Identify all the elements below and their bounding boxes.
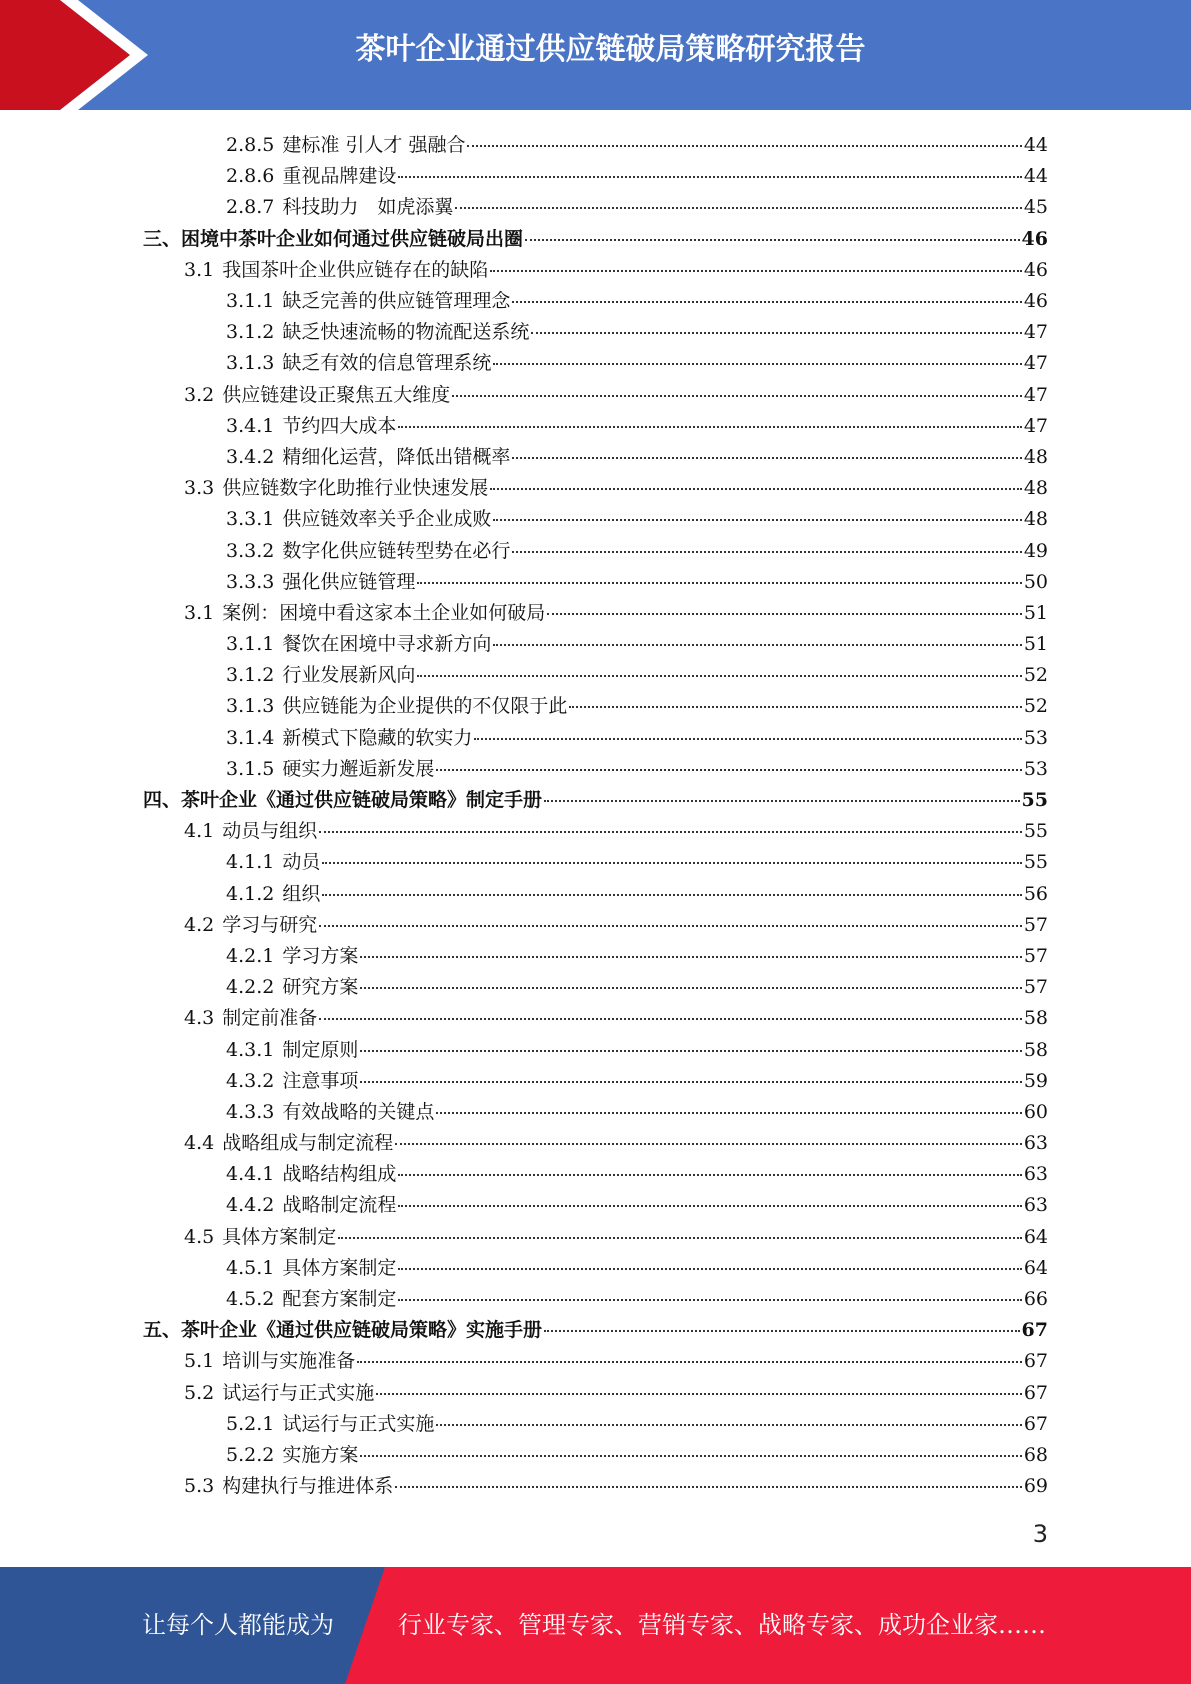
toc-entry-page: 50 [1023, 570, 1048, 593]
toc-entry-label: 培训与实施准备 [222, 1350, 356, 1373]
toc-entry[interactable] [0, 1313, 1191, 1344]
toc-entry-label: 战略结构组成 [282, 1163, 397, 1186]
toc-entry-number: 4.3.2 [226, 1069, 275, 1092]
toc-entry-title [226, 317, 529, 344]
toc-entry-label: 组织 [282, 882, 321, 905]
toc-entry-label: 试运行与正式实施 [222, 1381, 375, 1404]
toc-dot-leader [452, 395, 1022, 397]
toc-entry-title [226, 1066, 358, 1093]
toc-entry[interactable] [0, 440, 1191, 471]
toc-entry-label: 案例：困境中看这家本土企业如何破局 [222, 601, 546, 624]
toc-dot-leader [360, 1455, 1021, 1457]
toc-entry[interactable] [0, 253, 1191, 284]
toc-dot-leader [544, 1330, 1020, 1332]
toc-entry-number: 2.8.7 [226, 196, 275, 219]
toc-entry-page: 64 [1023, 1225, 1048, 1248]
toc-entry-page: 46 [1023, 258, 1048, 281]
toc-entry-label: 战略组成与制定流程 [222, 1132, 394, 1155]
toc-entry-title [184, 1378, 374, 1405]
toc-entry-page: 64 [1023, 1256, 1048, 1279]
toc-entry-number: 4.4.1 [226, 1163, 275, 1186]
toc-entry-label: 新模式下隐藏的软实力 [282, 726, 473, 749]
toc-entry-number: 4.2.1 [226, 944, 275, 967]
toc-entry-page: 51 [1023, 601, 1048, 624]
toc-entry-label: 供应链效率关乎企业成败 [282, 508, 492, 531]
toc-dot-leader [512, 551, 1021, 553]
toc-dot-leader [467, 145, 1021, 147]
toc-dot-leader [398, 176, 1021, 178]
toc-entry-label: 制定原则 [282, 1038, 359, 1061]
toc-entry-title [226, 442, 510, 469]
toc-entry-label: 动员与组织 [222, 820, 318, 843]
toc-entry-number: 4.3.1 [226, 1038, 275, 1061]
toc-entry[interactable] [0, 1064, 1191, 1095]
toc-entry-page: 57 [1023, 944, 1048, 967]
toc-entry-title [226, 1284, 396, 1311]
toc-entry[interactable] [0, 814, 1191, 845]
toc-entry-label: 供应链数字化助推行业快速发展 [222, 477, 489, 500]
toc-dot-leader [319, 925, 1022, 927]
toc-entry-label: 注意事项 [282, 1069, 359, 1092]
toc-dot-leader [357, 1361, 1022, 1363]
toc-entry-page: 57 [1023, 913, 1048, 936]
toc-entry-number: 3.1.5 [226, 757, 275, 780]
toc-entry-page: 63 [1023, 1163, 1048, 1186]
table-of-contents [0, 128, 1191, 1500]
toc-entry-number: 3.1 [184, 258, 215, 281]
toc-entry-label: 缺乏完善的供应链管理理念 [282, 290, 511, 313]
toc-entry[interactable] [0, 845, 1191, 876]
toc-entry-page: 59 [1023, 1069, 1048, 1092]
toc-entry-title [226, 130, 465, 157]
toc-dot-leader [436, 1424, 1021, 1426]
toc-entry-title [184, 910, 317, 937]
toc-dot-leader [417, 582, 1021, 584]
toc-entry-page: 45 [1023, 196, 1048, 219]
toc-entry-page: 60 [1023, 1100, 1048, 1123]
toc-dot-leader [547, 613, 1022, 615]
toc-entry[interactable] [0, 721, 1191, 752]
toc-entry-page: 46 [1021, 227, 1048, 250]
toc-entry-title [226, 941, 358, 968]
toc-entry-label: 建标准 引人才 强融合 [282, 134, 466, 157]
toc-entry-label: 五、茶叶企业《通过供应链破局策略》实施手册 [143, 1319, 543, 1342]
toc-entry-label: 战略制定流程 [282, 1194, 397, 1217]
toc-entry-page: 55 [1023, 820, 1048, 843]
toc-entry[interactable] [0, 565, 1191, 596]
toc-dot-leader [569, 706, 1021, 708]
toc-entry[interactable] [0, 1095, 1191, 1126]
toc-entry-label: 缺乏快速流畅的物流配送系统 [282, 321, 530, 344]
toc-entry-title [226, 847, 320, 874]
toc-entry-label: 学习与研究 [222, 913, 318, 936]
toc-entry-page: 46 [1023, 290, 1048, 313]
toc-entry-title [226, 691, 567, 718]
toc-entry-number: 3.1.2 [226, 321, 275, 344]
toc-entry-title [226, 567, 415, 594]
toc-entry-number: 4.3.3 [226, 1100, 275, 1123]
toc-dot-leader [360, 987, 1021, 989]
toc-dot-leader [525, 239, 1020, 241]
toc-entry-page: 66 [1023, 1288, 1048, 1311]
toc-entry-label: 供应链能为企业提供的不仅限于此 [282, 695, 568, 718]
page-footer [0, 1567, 1191, 1684]
toc-entry[interactable] [0, 1282, 1191, 1313]
toc-entry-title [226, 754, 434, 781]
toc-entry[interactable] [0, 1126, 1191, 1157]
toc-dot-leader [319, 831, 1022, 833]
toc-entry-title [184, 816, 317, 843]
toc-dot-leader [493, 519, 1021, 521]
toc-entry-label: 构建执行与推进体系 [222, 1475, 394, 1498]
toc-entry-label: 四、茶叶企业《通过供应链破局策略》制定手册 [143, 789, 543, 812]
toc-entry-number: 3.1.4 [226, 726, 275, 749]
toc-entry-number: 2.8.5 [226, 134, 275, 157]
toc-entry-title [226, 1097, 434, 1124]
toc-entry-number: 3.1.1 [226, 290, 275, 313]
toc-entry-number: 4.5.1 [226, 1256, 275, 1279]
toc-entry-label: 餐饮在困境中寻求新方向 [282, 633, 492, 656]
toc-entry-title [226, 879, 320, 906]
toc-entry-title [226, 1190, 396, 1217]
toc-entry[interactable] [0, 1220, 1191, 1251]
toc-entry-number: 3.2 [184, 383, 215, 406]
toc-entry-number: 3.3.1 [226, 508, 275, 531]
footer-slogan-right: 行业专家、管理专家、营销专家、战略专家、成功企业家…… [398, 1611, 1046, 1639]
toc-dot-leader [322, 894, 1021, 896]
toc-entry-label: 配套方案制定 [282, 1288, 397, 1311]
toc-dot-leader [493, 644, 1021, 646]
toc-entry-number: 4.1.1 [226, 851, 275, 874]
toc-dot-leader [360, 1050, 1021, 1052]
toc-entry-label: 缺乏有效的信息管理系统 [282, 352, 492, 375]
toc-dot-leader [398, 1205, 1021, 1207]
toc-entry-label: 硬实力邂逅新发展 [282, 757, 435, 780]
toc-dot-leader [417, 675, 1021, 677]
toc-entry-title [226, 723, 472, 750]
toc-dot-leader [490, 270, 1022, 272]
toc-entry-title [184, 1471, 393, 1498]
toc-dot-leader [544, 800, 1020, 802]
toc-dot-leader [531, 332, 1021, 334]
report-title: 茶叶企业通过供应链破局策略研究报告 [355, 32, 866, 67]
toc-entry[interactable] [0, 1344, 1191, 1375]
toc-entry-label: 有效战略的关键点 [282, 1100, 435, 1123]
toc-dot-leader [395, 1143, 1022, 1145]
toc-entry[interactable] [0, 752, 1191, 783]
toc-dot-leader [322, 862, 1021, 864]
toc-entry-page: 53 [1023, 726, 1048, 749]
footer-slogan-left: 让每个人都能成为 [142, 1611, 334, 1639]
toc-dot-leader [360, 1081, 1021, 1083]
toc-entry[interactable] [0, 970, 1191, 1001]
toc-entry-page: 47 [1023, 352, 1048, 375]
toc-entry-page: 63 [1023, 1132, 1048, 1155]
toc-entry-title [226, 1159, 396, 1186]
toc-dot-leader [319, 1018, 1022, 1020]
toc-dot-leader [455, 207, 1021, 209]
toc-entry-number: 4.5.2 [226, 1288, 275, 1311]
toc-entry-page: 55 [1023, 851, 1048, 874]
toc-entry-title [184, 473, 488, 500]
toc-entry-number: 5.2 [184, 1381, 215, 1404]
toc-entry-page: 67 [1023, 1350, 1048, 1373]
toc-dot-leader [512, 301, 1021, 303]
toc-dot-leader [360, 956, 1021, 958]
toc-entry-label: 试运行与正式实施 [282, 1412, 435, 1435]
toc-entry-title [184, 598, 545, 625]
toc-dot-leader [398, 426, 1021, 428]
toc-entry-number: 5.2.1 [226, 1412, 275, 1435]
toc-entry-label: 三、困境中茶叶企业如何通过供应链破局出圈 [143, 227, 524, 250]
toc-entry-page: 52 [1023, 695, 1048, 718]
toc-entry-page: 48 [1023, 445, 1048, 468]
toc-entry[interactable] [0, 346, 1191, 377]
toc-dot-leader [398, 1174, 1021, 1176]
toc-entry[interactable] [0, 908, 1191, 939]
toc-entry-label: 强化供应链管理 [282, 570, 416, 593]
toc-entry-title [184, 380, 450, 407]
toc-entry-number: 4.1.2 [226, 882, 275, 905]
toc-entry-title [226, 192, 453, 219]
toc-entry-label: 实施方案 [282, 1443, 359, 1466]
toc-entry[interactable] [0, 128, 1191, 159]
toc-entry-title [184, 1346, 355, 1373]
toc-dot-leader [398, 1268, 1021, 1270]
toc-entry-number: 3.1.3 [226, 352, 275, 375]
toc-entry-title [184, 1222, 336, 1249]
toc-entry-title [143, 224, 523, 251]
toc-entry[interactable] [0, 658, 1191, 689]
toc-entry-label: 行业发展新风向 [282, 664, 416, 687]
page-header [0, 0, 1191, 110]
toc-entry-label: 节约四大成本 [282, 414, 397, 437]
toc-entry-number: 3.3.2 [226, 539, 275, 562]
toc-entry[interactable] [0, 159, 1191, 190]
toc-entry-page: 67 [1023, 1381, 1048, 1404]
toc-entry-page: 47 [1023, 383, 1048, 406]
toc-entry-number: 3.4.2 [226, 445, 275, 468]
toc-entry[interactable] [0, 689, 1191, 720]
toc-entry-page: 67 [1021, 1319, 1048, 1342]
toc-entry-title [226, 1253, 396, 1280]
toc-entry-title [226, 161, 396, 188]
toc-entry-title [226, 972, 358, 999]
toc-dot-leader [436, 1112, 1021, 1114]
toc-entry-page: 67 [1023, 1412, 1048, 1435]
toc-entry-page: 57 [1023, 976, 1048, 999]
toc-entry-title [226, 286, 510, 313]
toc-entry-label: 我国茶叶企业供应链存在的缺陷 [222, 258, 489, 281]
toc-entry[interactable] [0, 1469, 1191, 1500]
toc-dot-leader [490, 488, 1022, 490]
toc-entry[interactable] [0, 1032, 1191, 1063]
toc-entry-title [143, 785, 542, 812]
toc-entry-label: 具体方案制定 [282, 1256, 397, 1279]
toc-entry-number: 4.3 [184, 1007, 215, 1030]
toc-entry[interactable] [0, 409, 1191, 440]
toc-entry-number: 3.1.1 [226, 633, 275, 656]
toc-entry-number: 3.3 [184, 477, 215, 500]
toc-entry[interactable] [0, 1438, 1191, 1469]
toc-dot-leader [376, 1393, 1022, 1395]
toc-entry-number: 3.1.3 [226, 695, 275, 718]
toc-entry-number: 4.4 [184, 1132, 215, 1155]
toc-entry[interactable] [0, 783, 1191, 814]
toc-entry-page: 47 [1023, 321, 1048, 344]
toc-entry-page: 53 [1023, 757, 1048, 780]
toc-entry-label: 动员 [282, 851, 321, 874]
toc-entry-number: 3.3.3 [226, 570, 275, 593]
toc-entry[interactable] [0, 190, 1191, 221]
toc-entry-number: 5.3 [184, 1475, 215, 1498]
toc-entry[interactable] [0, 627, 1191, 658]
toc-entry-label: 研究方案 [282, 976, 359, 999]
toc-entry-page: 58 [1023, 1007, 1048, 1030]
toc-entry-title [226, 348, 491, 375]
toc-entry-page: 63 [1023, 1194, 1048, 1217]
toc-dot-leader [512, 457, 1021, 459]
toc-entry-number: 2.8.6 [226, 165, 275, 188]
toc-entry[interactable] [0, 1188, 1191, 1219]
toc-entry-page: 58 [1023, 1038, 1048, 1061]
toc-entry-label: 制定前准备 [222, 1007, 318, 1030]
toc-entry-page: 44 [1023, 165, 1048, 188]
toc-entry[interactable] [0, 284, 1191, 315]
toc-entry-title [226, 504, 491, 531]
toc-entry-label: 科技助力 如虎添翼 [282, 196, 454, 219]
toc-entry-title [184, 1003, 317, 1030]
toc-dot-leader [493, 363, 1021, 365]
toc-entry-title [143, 1315, 542, 1342]
toc-entry-label: 供应链建设正聚焦五大维度 [222, 383, 451, 406]
toc-dot-leader [474, 738, 1021, 740]
toc-entry-label: 学习方案 [282, 944, 359, 967]
toc-entry-number: 3.4.1 [226, 414, 275, 437]
toc-entry-page: 68 [1023, 1443, 1048, 1466]
toc-entry-number: 3.1 [184, 601, 215, 624]
toc-entry-number: 4.5 [184, 1225, 215, 1248]
toc-entry[interactable] [0, 1157, 1191, 1188]
toc-entry-title [226, 1035, 358, 1062]
toc-entry-page: 52 [1023, 664, 1048, 687]
toc-entry-title [226, 1409, 434, 1436]
toc-entry-page: 44 [1023, 134, 1048, 157]
toc-entry-title [226, 629, 491, 656]
toc-entry-page: 48 [1023, 477, 1048, 500]
toc-entry-page: 47 [1023, 414, 1048, 437]
toc-entry[interactable] [0, 533, 1191, 564]
toc-entry-title [226, 660, 415, 687]
toc-entry[interactable] [0, 596, 1191, 627]
toc-entry-title [184, 255, 488, 282]
toc-entry-page: 51 [1023, 633, 1048, 656]
toc-entry[interactable] [0, 1001, 1191, 1032]
toc-entry-page: 55 [1021, 789, 1048, 812]
toc-entry-page: 49 [1023, 539, 1048, 562]
toc-entry-title [226, 536, 510, 563]
toc-dot-leader [338, 1237, 1022, 1239]
toc-entry-number: 4.2 [184, 913, 215, 936]
toc-entry-label: 数字化供应链转型势在必行 [282, 539, 511, 562]
toc-entry-page: 56 [1023, 882, 1048, 905]
toc-dot-leader [395, 1486, 1022, 1488]
toc-entry-number: 4.2.2 [226, 976, 275, 999]
toc-entry-title [226, 411, 396, 438]
toc-entry[interactable] [0, 939, 1191, 970]
toc-dot-leader [436, 769, 1021, 771]
toc-entry[interactable] [0, 222, 1191, 253]
page-number: 3 [1032, 1520, 1048, 1548]
toc-entry[interactable] [0, 471, 1191, 502]
toc-entry[interactable] [0, 315, 1191, 346]
toc-entry[interactable] [0, 378, 1191, 409]
toc-entry-number: 3.1.2 [226, 664, 275, 687]
toc-entry-number: 5.1 [184, 1350, 215, 1373]
toc-entry[interactable] [0, 1376, 1191, 1407]
toc-entry[interactable] [0, 502, 1191, 533]
toc-dot-leader [398, 1299, 1021, 1301]
toc-entry-number: 4.4.2 [226, 1194, 275, 1217]
toc-entry-number: 4.1 [184, 820, 215, 843]
toc-entry-number: 5.2.2 [226, 1443, 275, 1466]
toc-entry-label: 具体方案制定 [222, 1225, 337, 1248]
toc-entry[interactable] [0, 877, 1191, 908]
toc-entry-title [226, 1440, 358, 1467]
toc-entry[interactable] [0, 1407, 1191, 1438]
toc-entry-title [184, 1128, 393, 1155]
toc-entry-page: 69 [1023, 1475, 1048, 1498]
toc-entry[interactable] [0, 1251, 1191, 1282]
toc-entry-page: 48 [1023, 508, 1048, 531]
toc-entry-label: 精细化运营，降低出错概率 [282, 445, 511, 468]
toc-entry-label: 重视品牌建设 [282, 165, 397, 188]
